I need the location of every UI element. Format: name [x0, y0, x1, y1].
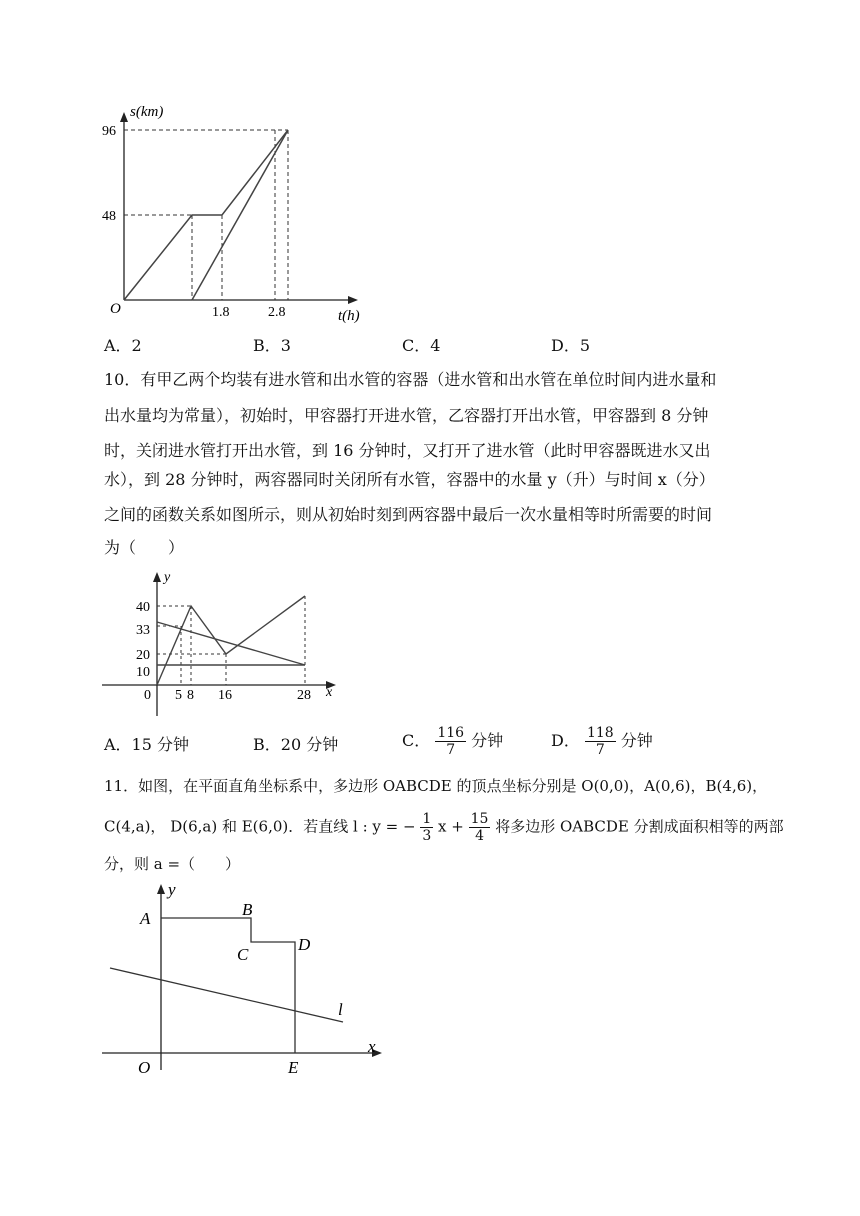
- figure-water-volume: [100, 566, 350, 722]
- tick-y-48: 48: [102, 209, 116, 224]
- tick-x-5: 5: [175, 688, 182, 703]
- q9-option-d[interactable]: D．5: [551, 336, 591, 355]
- q10-line-4: 水），到 28 分钟时，两容器同时关闭所有水管，容器中的水量 y（升）与时间 x（分）: [104, 470, 715, 489]
- y-axis-label: y: [164, 570, 171, 585]
- label-B: B: [242, 900, 253, 919]
- tick-y-20: 20: [136, 648, 150, 663]
- tick-x-1.8: 1.8: [212, 305, 230, 320]
- tick-x-2.8: 2.8: [268, 305, 286, 320]
- tick-x-16: 16: [218, 688, 232, 703]
- origin-label: 0: [144, 688, 151, 703]
- x-axis-label: x: [326, 685, 333, 700]
- q10-line-2: 出水量均为常量），初始时，甲容器打开进水管，乙容器打开出水管，甲容器到 8 分钟: [104, 406, 709, 425]
- q11-line-2-start: C(4,a)， D(6,a) 和 E(6,0)．若直线 l : y = −: [104, 817, 416, 836]
- q11-line-2-end: 将多边形 OABCDE 分割成面积相等的两部: [495, 817, 784, 836]
- q9-option-c[interactable]: C．4: [402, 336, 441, 355]
- q10-line-6: 为（ ）: [104, 538, 185, 557]
- label-O: O: [138, 1058, 151, 1077]
- option-prefix: C．: [402, 731, 431, 750]
- q10-option-c[interactable]: [402, 725, 503, 758]
- q10-option-d[interactable]: [551, 725, 653, 758]
- fraction: [435, 725, 466, 758]
- q10-line-1: 10．有甲乙两个均装有进水管和出水管的容器（进水管和出水管在单位时间内进水量和: [104, 370, 717, 389]
- tick-y-10: 10: [136, 665, 150, 680]
- option-unit: 分钟: [620, 731, 653, 750]
- q10-option-b[interactable]: B．20 分钟: [253, 735, 339, 754]
- q11-line-2: [104, 811, 784, 844]
- fraction-fifteen-quarters: [469, 811, 491, 844]
- denominator: 3: [422, 828, 432, 844]
- q11-line-1: 11．如图，在平面直角坐标系中，多边形 OABCDE 的顶点坐标分别是 O(0,0)，A(0,6)，B(4,6)，: [104, 777, 768, 795]
- label-E: E: [288, 1058, 299, 1077]
- x-axis-label: t(h): [338, 308, 360, 324]
- option-prefix: D．: [551, 731, 580, 750]
- x-axis-label: x: [368, 1037, 376, 1056]
- origin-label: O: [110, 301, 121, 317]
- numerator: 15: [470, 811, 489, 827]
- denominator: 7: [446, 742, 456, 758]
- q9-option-b[interactable]: B．3: [253, 336, 291, 355]
- numerator: 118: [586, 725, 614, 741]
- tick-x-8: 8: [187, 688, 194, 703]
- label-l: l: [338, 1000, 343, 1019]
- q10-line-3: 时，关闭进水管打开出水管，到 16 分钟时，又打开了进水管（此时甲容器既进水又出: [104, 441, 711, 460]
- q11-line-2-mid: x +: [438, 817, 464, 836]
- q10-line-5: 之间的函数关系如图所示，则从初始时刻到两容器中最后一次水量相等时所需要的时间: [104, 505, 713, 524]
- label-D: D: [298, 935, 311, 954]
- q9-option-a[interactable]: A．2: [104, 336, 142, 355]
- fraction-one-third: [420, 811, 433, 844]
- tick-y-96: 96: [102, 124, 116, 139]
- numerator: 1: [422, 811, 432, 827]
- denominator: 4: [475, 828, 484, 844]
- numerator: 116: [437, 725, 465, 741]
- q11-line-3: 分，则 a =（ ）: [104, 855, 241, 873]
- label-C: C: [237, 945, 249, 964]
- figure-polygon: [100, 880, 390, 1080]
- label-A: A: [140, 909, 151, 928]
- y-axis-label: y: [168, 880, 176, 899]
- y-axis-label: s(km): [130, 104, 164, 120]
- fraction: [585, 725, 616, 758]
- option-unit: 分钟: [471, 731, 504, 750]
- figure-distance-time: [100, 100, 370, 330]
- tick-y-40: 40: [136, 600, 150, 615]
- q10-option-a[interactable]: A．15 分钟: [104, 735, 190, 754]
- denominator: 7: [595, 742, 605, 758]
- tick-x-28: 28: [297, 688, 311, 703]
- tick-y-33: 33: [136, 623, 150, 638]
